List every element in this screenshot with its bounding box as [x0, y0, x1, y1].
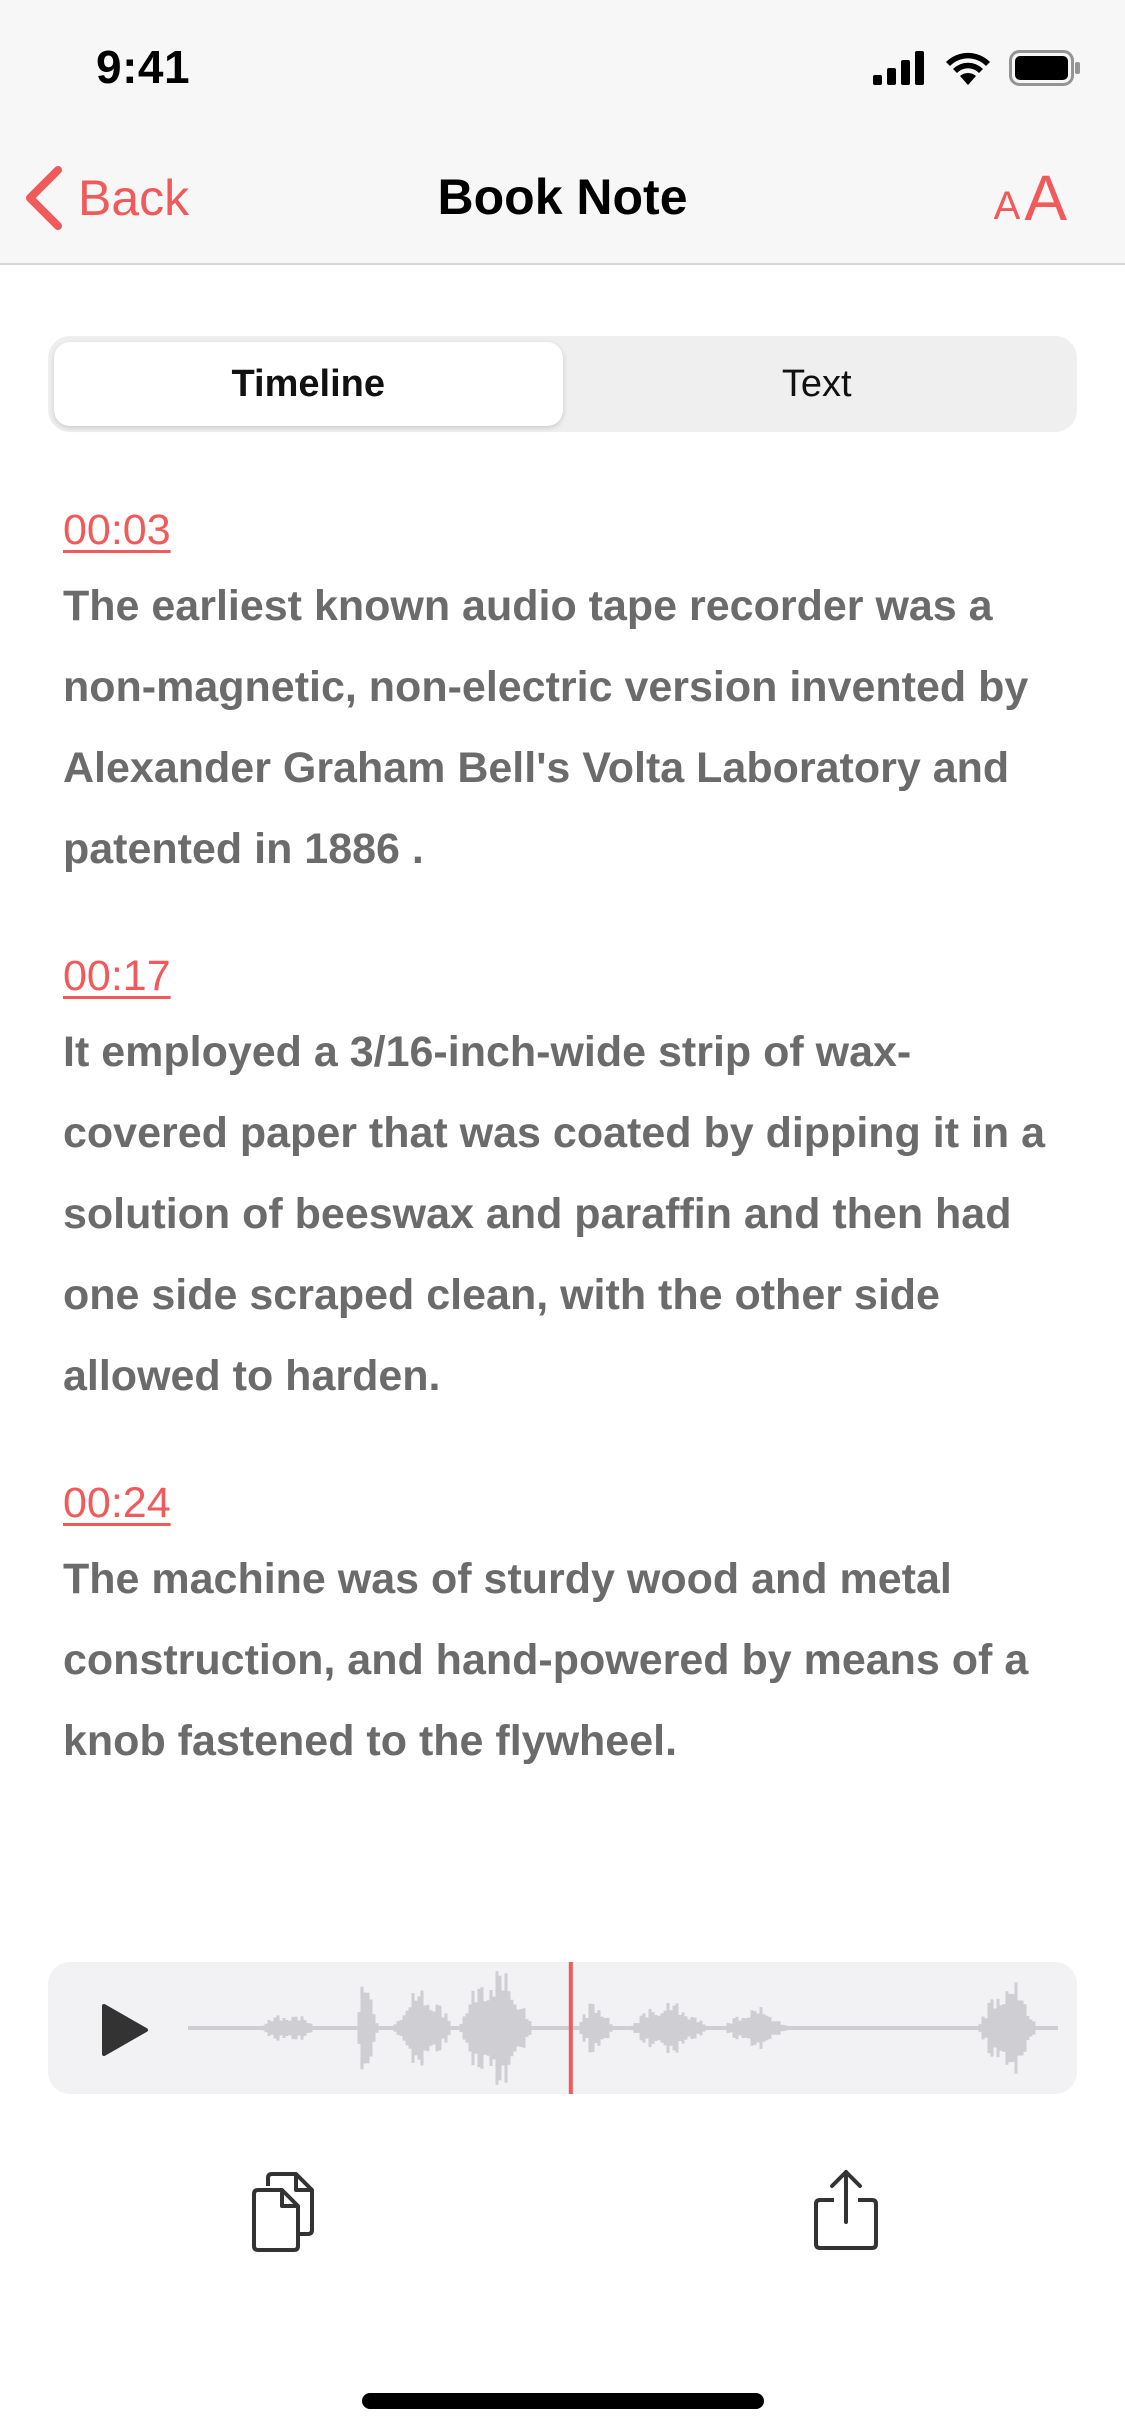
battery-icon — [1009, 50, 1081, 86]
page-title: Book Note — [437, 169, 688, 225]
home-indicator — [362, 2393, 764, 2409]
status-bar — [0, 0, 1125, 132]
cellular-signal-icon — [873, 51, 927, 85]
navigation-bar — [0, 132, 1125, 265]
text-size-large-glyph: A — [1024, 162, 1067, 234]
note-entry — [63, 494, 1063, 890]
share-icon[interactable] — [810, 2168, 882, 2252]
entry-text: The earliest known audio tape recorder was a non-magnetic, non-electric version invented by Alexander Graham Bell's Volta Laboratory and patented in 1886 . — [63, 582, 1029, 873]
note-entry — [63, 1467, 1063, 1782]
timestamp-link[interactable]: 00:24 — [63, 1479, 171, 1527]
audio-player — [48, 1962, 1077, 2094]
text-size-button[interactable] — [994, 162, 1067, 234]
segment-timeline[interactable]: Timeline — [54, 342, 563, 426]
note-entries — [63, 494, 1063, 1832]
waveform-scrubber[interactable] — [188, 1962, 1058, 2094]
play-icon[interactable] — [96, 2002, 152, 2058]
copy-icon[interactable] — [248, 2172, 318, 2252]
back-label: Back — [78, 170, 190, 226]
playhead[interactable] — [569, 1962, 573, 2094]
status-time: 9:41 — [96, 41, 191, 93]
status-icons — [873, 48, 1081, 88]
wifi-icon — [945, 51, 991, 85]
waveform-bars — [188, 1971, 1058, 2084]
entry-text: The machine was of sturdy wood and metal construction, and hand-powered by means of a knob fastened to the flywheel. — [63, 1555, 1029, 1765]
segment-text[interactable]: Text — [781, 362, 852, 405]
timestamp-link[interactable]: 00:03 — [63, 506, 171, 554]
text-size-small-glyph: A — [993, 184, 1021, 228]
timestamp-link[interactable]: 00:17 — [63, 952, 171, 1000]
entry-text: It employed a 3/16-inch-wide strip of wax-covered paper that was coated by dipping it in a solution of beeswax and paraffin and then had one side scraped clean, with the other side allowed to harden. — [63, 1028, 1046, 1400]
note-entry — [63, 940, 1063, 1417]
view-mode-segmented-control — [48, 336, 1077, 432]
